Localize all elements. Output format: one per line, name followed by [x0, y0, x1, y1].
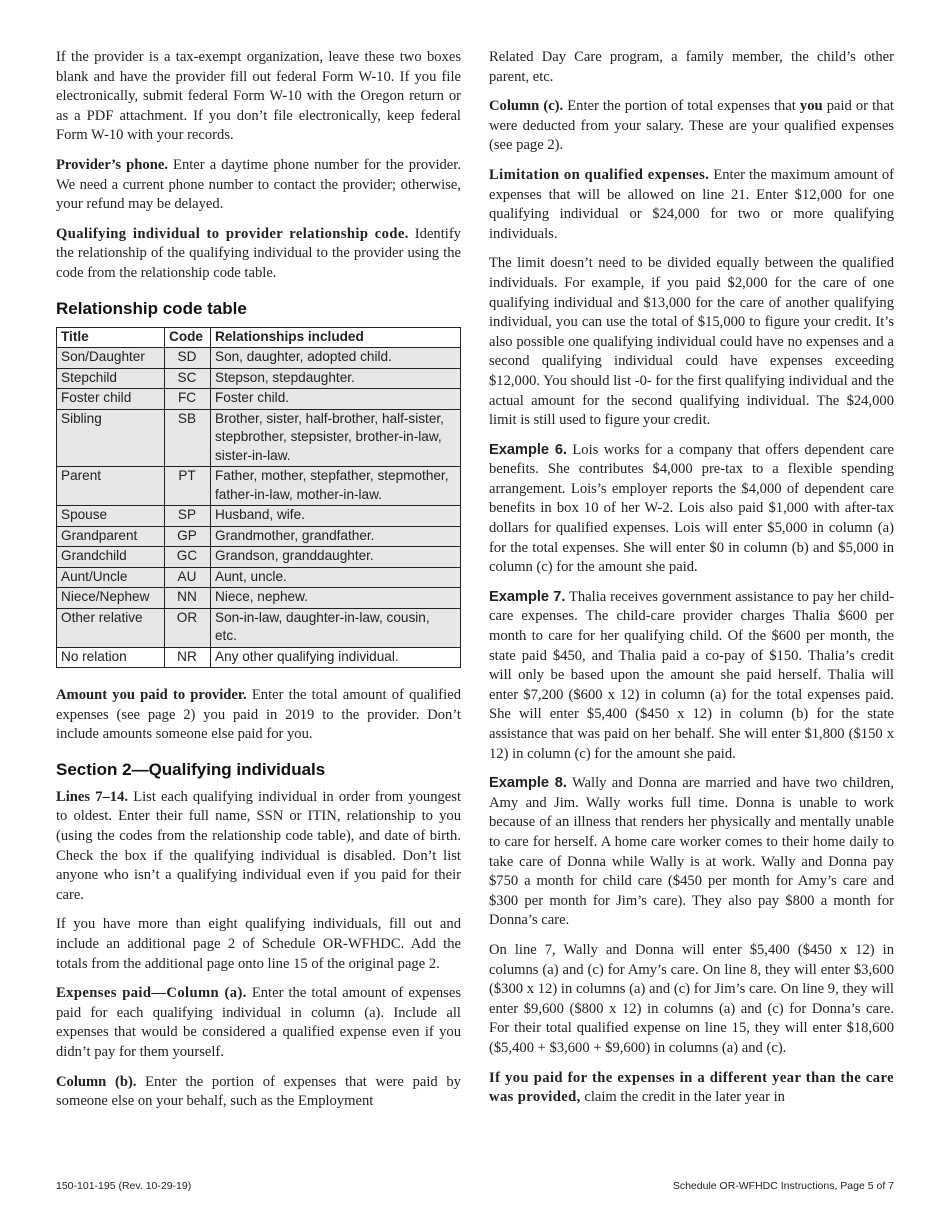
example-6-paragraph [489, 441, 894, 578]
right-column [489, 48, 894, 1118]
section2-heading: Section 2—Qualifying individuals [56, 759, 326, 779]
row-code: PT [165, 467, 211, 506]
limit-example-paragraph: The limit doesn’t need to be divided equally between the qualified individuals. For example, if you paid $2,000 for the care of one qualifying individual and $13,000 for the care of another qualifying individual, you can use the total of $15,000 to figure your credit. It’s also possible one qualifying individual could have no expenses and a second qualifying individual could have expenses exceeding $12,000. You should list -0- for the first qualifying individual and the actual amount for the second qualifying individual. The $24,000 limit is still used to figure your credit. [489, 255, 894, 429]
row-relationships: Foster child. [211, 389, 461, 410]
row-relationships: Grandson, granddaughter. [211, 547, 461, 568]
column-c-label: Column (c). [489, 98, 564, 115]
example-8-paragraph [489, 774, 894, 931]
row-relationships: Grandmother, grandfather. [211, 526, 461, 547]
table-row [57, 409, 461, 467]
table-row [57, 467, 461, 506]
limitation-text: Enter the maximum amount of expenses that will be allowed on line 21. Enter $12,000 for one qualifying individual or $24,000 for two or more qualifying individuals. [489, 166, 894, 242]
lines-7-14-text: List each qualifying individual in order from youngest to oldest. Enter their full name, SSN or ITIN, relationship to you (using the codes from the relationship code table), and date of birth. Check the box if the qualifying individual is disabled. Don’t list anyone who isn’t a qualifying individual even if you paid for their care. [56, 788, 461, 903]
relationship-code-paragraph [56, 225, 461, 284]
table-row [57, 608, 461, 647]
row-code: SD [165, 348, 211, 369]
lines-7-14-paragraph [56, 788, 461, 906]
header-title: Title [57, 327, 165, 348]
relationship-code-label: Qualifying individual to provider relationship code. [56, 225, 409, 242]
column-b-label: Column (b). [56, 1073, 137, 1090]
header-relationships: Relationships included [211, 327, 461, 348]
row-code: FC [165, 389, 211, 410]
row-code: SC [165, 368, 211, 389]
example-7-text: Thalia receives government assistance to pay her child-care expenses. The child-care provider charges Thalia $600 per month to care for her qualifying child. Of the $600 per month, the state paid $450, and Thalia paid a co-pay of $150. Thalia’s credit will only be based upon the amount she paid herself. Thalia will enter $7,200 ($600 x 12) in column (a) for the total expenses paid. She will enter $5,400 ($450 x 12) in column (b) for the state assistance that was paid on her behalf. She will enter $1,800 ($150 x 12) in column (c) for the amount she paid. [489, 588, 894, 762]
row-relationships: Father, mother, stepfather, stepmother, father-in-law, mother-in-law. [211, 467, 461, 506]
column-c-paragraph [489, 97, 894, 156]
provider-phone-paragraph [56, 156, 461, 215]
example-7-label: Example 7. [489, 588, 566, 605]
column-b-paragraph [56, 1073, 461, 1112]
amount-paid-text: Enter the total amount of qualified expenses (see page 2) you paid in 2019 to the provider. Don’t include amounts someone else paid for you. [56, 687, 461, 743]
row-title: Parent [57, 467, 165, 506]
row-title: Niece/Nephew [57, 588, 165, 609]
row-code: NR [165, 647, 211, 668]
table-row [57, 588, 461, 609]
table-row [57, 526, 461, 547]
limitation-label: Limitation on qualified expenses. [489, 166, 710, 183]
table-row [57, 547, 461, 568]
column-a-text: Enter the total amount of expenses paid for each qualifying individual in column (a). Include all expenses that would be considered a qualified expense even if you didn’t pay for them yourself. [56, 985, 461, 1060]
table-row [57, 647, 461, 668]
relationship-table-heading: Relationship code table [56, 298, 247, 318]
example-6-label: Example 6. [489, 441, 567, 458]
column-a-paragraph [56, 984, 461, 1062]
page-label: Schedule OR-WFHDC Instructions, Page 5 of 7 [672, 1180, 894, 1192]
relationship-code-table [56, 327, 461, 669]
example-8-continued-paragraph: On line 7, Wally and Donna will enter $5,400 ($450 x 12) in columns (a) and (c) for Amy’s care. On line 8, they will enter $3,600 ($300 x 12) in columns (a) and (c) for Jim’s care. On line 9, they will enter $9,600 ($800 x 12) in columns (a) and (c) for Donna’s care. For their total qualified expense on line 15, they will enter $18,600 ($5,400 + $3,600 + $9,600) in columns (a) and (c). [489, 941, 894, 1056]
row-title: Aunt/Uncle [57, 567, 165, 588]
row-title: Foster child [57, 389, 165, 410]
row-relationships: Stepson, stepdaughter. [211, 368, 461, 389]
example-6-text: Lois works for a company that offers dependent care benefits. She contributes $4,000 pre-tax to a flexible spending arrangement. Lois’s employer reports the $4,000 of dependent care benefits in box 10 of her W-2. Lois also paid $1,000 with after-tax dollars for qualified expenses. Lois will enter $5,000 in column (a) for the total expenses. She will enter $0 in column (b) and $5,000 in column (c) for the amount she paid. [489, 441, 894, 576]
table-row [57, 506, 461, 527]
form-number: 150-101-195 (Rev. 10-29-19) [56, 1180, 192, 1192]
continued-paragraph: Related Day Care program, a family member, the child’s other parent, etc. [489, 49, 894, 85]
row-title: Sibling [57, 409, 165, 467]
amount-paid-label: Amount you paid to provider. [56, 687, 247, 704]
row-title: Stepchild [57, 368, 165, 389]
row-title: Other relative [57, 608, 165, 647]
row-relationships: Son-in-law, daughter-in-law, cousin, etc. [211, 608, 461, 647]
row-title: Grandchild [57, 547, 165, 568]
more-than-eight-paragraph: If you have more than eight qualifying individuals, fill out and include an additional page 2 of Schedule OR-WFHDC. Add the totals from the additional page onto line 15 of the original page 2. [56, 916, 461, 972]
row-code: OR [165, 608, 211, 647]
column-a-label: Expenses paid—Column (a). [56, 985, 247, 1002]
left-column [56, 48, 461, 1122]
example-8-label: Example 8. [489, 775, 567, 792]
lines-7-14-label: Lines 7–14. [56, 788, 129, 805]
tax-exempt-paragraph: If the provider is a tax-exempt organization, leave these two boxes blank and have the provider fill out federal Form W-10. If you file electronically, submit federal Form W-10 with the Oregon return or as a PDF attachment. If you don’t file electronically, keep federal Form W-10 with your records. [56, 49, 461, 144]
row-relationships: Aunt, uncle. [211, 567, 461, 588]
limitation-paragraph [489, 166, 894, 244]
row-code: GC [165, 547, 211, 568]
example-7-paragraph [489, 588, 894, 764]
row-code: AU [165, 567, 211, 588]
row-code: SP [165, 506, 211, 527]
table-row [57, 348, 461, 369]
table-row [57, 368, 461, 389]
row-relationships: Husband, wife. [211, 506, 461, 527]
provider-phone-text: Enter a daytime phone number for the provider. We need a current phone number to contact the provider; otherwise, your refund may be delayed. [56, 156, 461, 213]
table-row [57, 567, 461, 588]
row-title: Grandparent [57, 526, 165, 547]
different-year-text: claim the credit in the later year in [580, 1089, 785, 1106]
row-relationships: Son, daughter, adopted child. [211, 348, 461, 369]
row-title: Spouse [57, 506, 165, 527]
different-year-paragraph [489, 1069, 894, 1108]
column-c-text-2: paid or that were deducted from your salary. These are your qualified expenses (see page 2). [489, 98, 894, 154]
column-c-you: you [799, 98, 823, 115]
different-year-label: If you paid for the expenses in a different year than the care was provided, [489, 1069, 894, 1106]
row-title: No relation [57, 647, 165, 668]
row-code: SB [165, 409, 211, 467]
provider-phone-label: Provider’s phone. [56, 156, 168, 173]
row-relationships: Brother, sister, half-brother, half-sister, stepbrother, stepsister, brother-in-law, sister-in-law. [211, 409, 461, 467]
row-title: Son/Daughter [57, 348, 165, 369]
row-code: NN [165, 588, 211, 609]
column-c-text-1: Enter the portion of total expenses that [563, 98, 800, 115]
amount-paid-paragraph [56, 686, 461, 745]
row-relationships: Any other qualifying individual. [211, 647, 461, 668]
table-row [57, 389, 461, 410]
header-code: Code [165, 327, 211, 348]
row-code: GP [165, 526, 211, 547]
column-b-text: Enter the portion of expenses that were paid by someone else on your behalf, such as the Employment [56, 1073, 461, 1110]
relationship-code-text: Identify the relationship of the qualifying individual to the provider using the code from the relationship code table. [56, 225, 461, 281]
row-relationships: Niece, nephew. [211, 588, 461, 609]
table-header-row [57, 327, 461, 348]
example-8-text: Wally and Donna are married and have two children, Amy and Jim. Wally works full time. Donna is unable to work because of an illness that renders her physically and mentally unable to care for herself. A home care worker comes to their home daily to take care of Donna while Wally is at work. Wally and Donna pay $750 a month for child care ($450 per month for Amy’s care and $300 per month for Jim’s care). They also pay $800 a month for Donna’s care. [489, 775, 894, 929]
